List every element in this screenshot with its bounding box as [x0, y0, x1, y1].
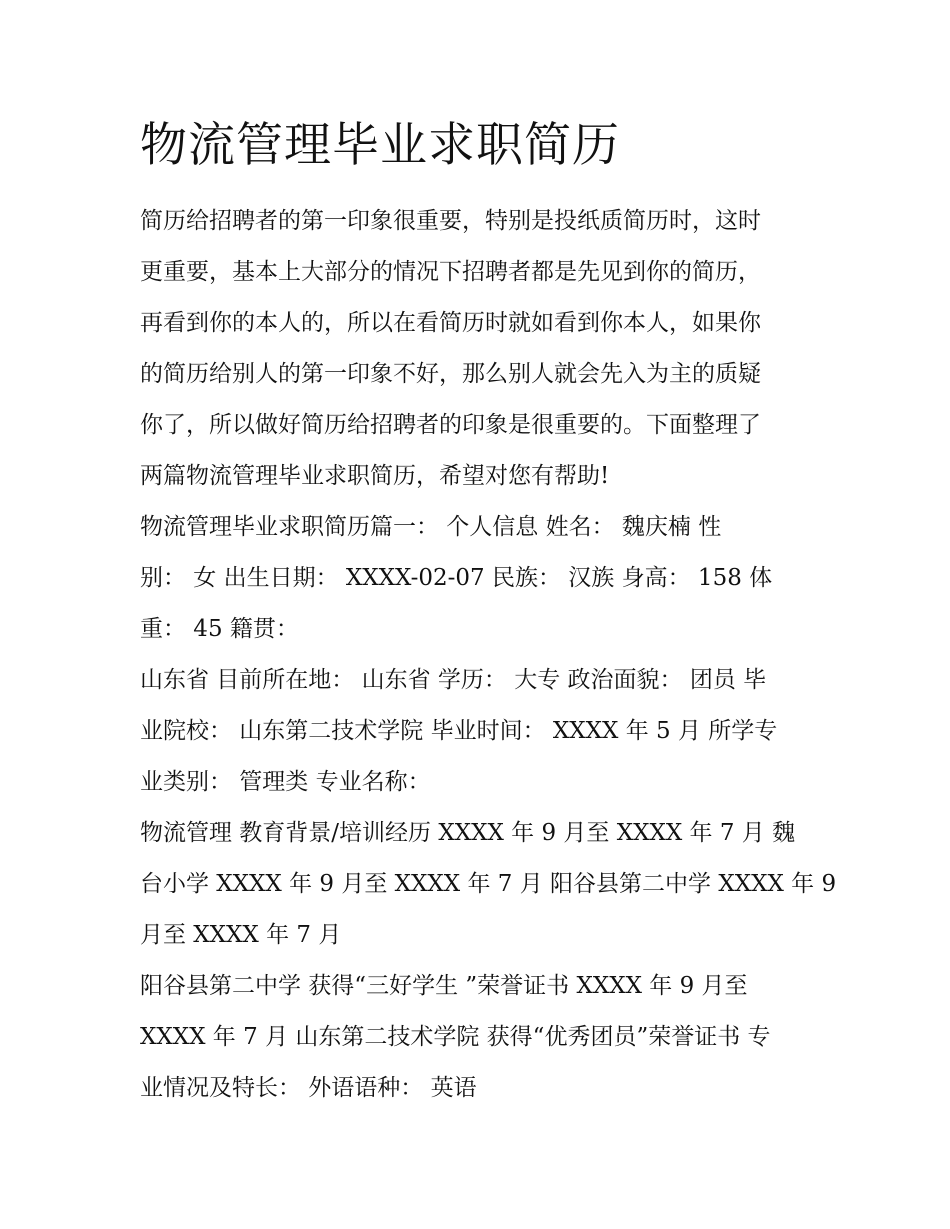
text-line: 两篇物流管理毕业求职简历，希望对您有帮助!: [140, 463, 610, 489]
text-line: 简历给招聘者的第一印象很重要，特别是投纸质简历时，这时: [140, 208, 761, 234]
intro-paragraph: [140, 196, 812, 502]
text-line: 台小学 XXXX 年 9 月至 XXXX 年 7 月 阳谷县第二中学 XXXX 年 9: [140, 871, 837, 897]
text-line: 你了，所以做好简历给招聘者的印象是很重要的。下面整理了: [140, 412, 761, 438]
page-title: 物流管理毕业求职简历: [140, 118, 620, 173]
text-line: XXXX 年 7 月 山东第二技术学院 获得“优秀团员”荣誉证书 专: [140, 1024, 771, 1050]
text-line: 业院校： 山东第二技术学院 毕业时间： XXXX 年 5 月 所学专: [140, 718, 778, 744]
education-background-paragraph: [140, 808, 837, 961]
text-line: 阳谷县第二中学 获得“三好学生 ”荣誉证书 XXXX 年 9 月至: [140, 973, 748, 999]
text-line: 别： 女 出生日期： XXXX-02-07 民族： 汉族 身高： 158 体: [140, 565, 773, 591]
personal-info-paragraph: [140, 502, 812, 655]
text-line: 再看到你的本人的，所以在看简历时就如看到你本人，如果你: [140, 310, 761, 336]
text-line: 物流管理 教育背景/培训经历 XXXX 年 9 月至 XXXX 年 7 月 魏: [140, 820, 796, 846]
document-body: [140, 196, 837, 1114]
text-line: 重： 45 籍贯：: [140, 616, 299, 642]
text-line: 业情况及特长： 外语语种： 英语: [140, 1075, 477, 1101]
text-line: 月至 XXXX 年 7 月: [140, 922, 342, 948]
text-line: 山东省 目前所在地： 山东省 学历： 大专 政治面貌： 团员 毕: [140, 667, 767, 693]
text-line: 的简历给别人的第一印象不好，那么别人就会先入为主的质疑: [140, 361, 761, 387]
text-line: 业类别： 管理类 专业名称：: [140, 769, 431, 795]
text-line: 物流管理毕业求职简历篇一： 个人信息 姓名： 魏庆楠 性: [140, 514, 722, 540]
location-education-paragraph: [140, 655, 812, 808]
text-line: 更重要，基本上大部分的情况下招聘者都是先见到你的简历，: [140, 259, 761, 285]
honors-paragraph: [140, 961, 812, 1114]
